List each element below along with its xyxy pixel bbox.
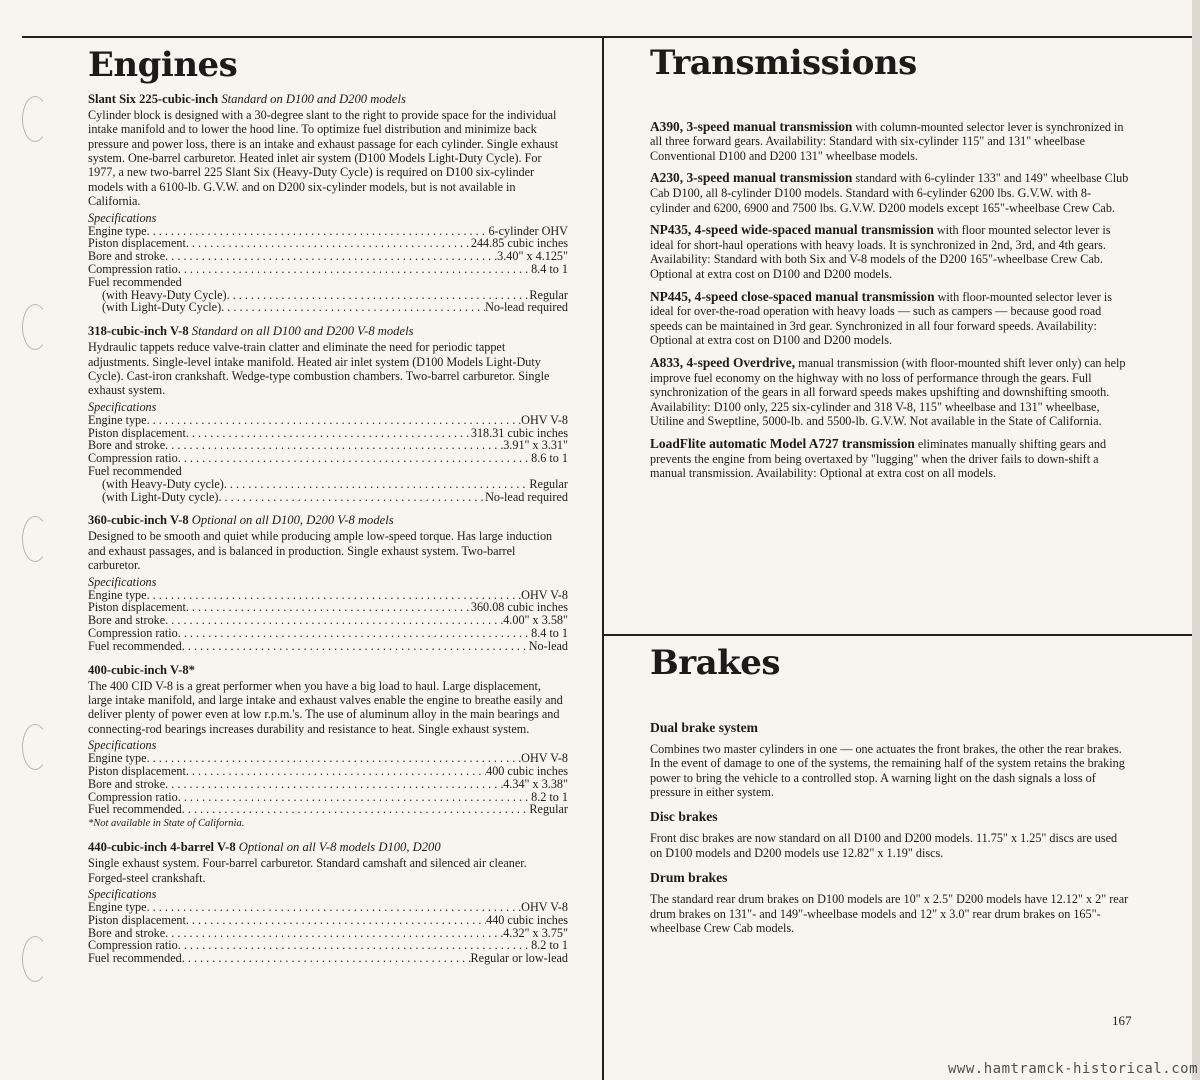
brake-heading: Dual brake system	[650, 719, 758, 735]
engines-column	[88, 45, 568, 966]
spec-value: 4.34" x 3.38"	[503, 776, 568, 791]
spec-list	[88, 901, 568, 965]
specifications-label: Specifications	[88, 210, 157, 225]
spec-value: 8.4 to 1	[531, 625, 568, 640]
spec-leader	[186, 427, 471, 440]
engine-availability: Optional on all D100, D200 V-8 models	[191, 513, 394, 528]
spec-label: Fuel recommended	[88, 274, 182, 289]
spec-value: 4.32" x 3.75"	[503, 925, 568, 940]
spec-value: 8.2 to 1	[531, 938, 568, 953]
spec-label: Compression ratio	[88, 261, 178, 276]
engine-section	[88, 513, 568, 652]
transmissions-column	[650, 43, 1130, 489]
spec-leader	[147, 901, 522, 914]
transmission-description: eliminates manually shifting gears and prevents the engine from being overtaxed by "lugging" when the driver fails to down-shift a manual transmission. Availability: Optional at extra cost on all models.	[650, 436, 1107, 481]
spec-label: Piston displacement	[88, 763, 186, 778]
footnote: *Not available in State of California.	[88, 818, 245, 830]
spec-label: Piston displacement	[88, 425, 186, 440]
transmission-item	[650, 356, 1130, 429]
spec-list	[88, 589, 568, 653]
spec-row	[88, 263, 568, 276]
watermark: www.hamtramck-historical.com	[948, 1061, 1199, 1077]
spec-value: 8.6 to 1	[531, 451, 568, 466]
spec-leader	[165, 927, 503, 940]
spec-label: (with Heavy-Duty cycle)	[102, 476, 224, 491]
spec-leader	[165, 778, 503, 791]
brakes-column	[650, 643, 1130, 945]
spec-label: Piston displacement	[88, 600, 186, 615]
brake-heading: Disc brakes	[650, 809, 718, 825]
spec-label: Piston displacement	[88, 912, 186, 927]
spec-label: Engine type	[88, 751, 147, 766]
spec-row	[88, 452, 568, 465]
spec-value: No-lead required	[485, 489, 568, 504]
brake-item	[650, 809, 1130, 860]
engine-sections	[88, 92, 568, 965]
spec-value: 440 cubic inches	[486, 912, 568, 927]
spec-value: OHV V-8	[521, 751, 568, 766]
spec-label: Fuel recommended	[88, 638, 182, 653]
spec-row	[88, 640, 568, 653]
transmission-description: manual transmission (with floor-mounted shift lever only) can help improve fuel economy on the highway with no loss of performance through the gears. Full synchronization of the gears in all forward speeds makes upshifting and downshifting smooth. Availability: D100 only, 225 six-cylinder and 318 V-8, 115" wheelbase and 131" wheelbase, Utiline and Sweptline, 5000-lb. and 5500-lb. G.V.W. Not available in the State of California.	[650, 356, 1126, 429]
spec-row	[88, 301, 568, 314]
spec-value: OHV V-8	[521, 899, 568, 914]
spec-leader	[147, 225, 489, 238]
spec-label: Compression ratio	[88, 938, 178, 953]
spec-value: No-lead required	[485, 300, 568, 315]
spec-value: Regular	[529, 802, 568, 817]
transmission-description: with column-mounted selector lever is synchronized in all three forward gears. Availability: Standard with six-cylinder 115" and 131" wheelbase Conventional D100 and D200 131" wheelbase models.	[650, 119, 1124, 163]
spec-label: Compression ratio	[88, 625, 178, 640]
specifications-label: Specifications	[88, 399, 157, 414]
spec-value: 6-cylinder OHV	[488, 223, 568, 238]
engine-heading	[88, 324, 568, 338]
spec-label: Engine type	[88, 587, 147, 602]
engine-section	[88, 663, 568, 831]
transmission-name: LoadFlite automatic Model A727 transmission	[650, 435, 915, 451]
transmission-list	[650, 120, 1130, 481]
spec-value: Regular	[529, 287, 568, 302]
binder-hole	[22, 304, 48, 350]
spec-label: Bore and stroke	[88, 438, 166, 453]
transmission-item	[650, 171, 1130, 215]
engine-availability: Standard on D100 and D200 models	[221, 91, 406, 106]
engine-section	[88, 324, 568, 503]
spec-value: 4.00" x 3.58"	[503, 613, 568, 628]
spec-value: 3.91" x 3.31"	[503, 438, 568, 453]
spec-list	[88, 752, 568, 816]
spec-leader	[147, 752, 522, 765]
spec-row	[88, 276, 568, 289]
spec-row	[88, 914, 568, 927]
engine-name: 400-cubic-inch V-8*	[88, 662, 195, 677]
spec-value: Regular	[529, 476, 568, 491]
transmission-name: NP445, 4-speed close-spaced manual transmission	[650, 288, 935, 304]
transmission-name: A230, 3-speed manual transmission	[650, 170, 853, 186]
spec-leader	[147, 589, 522, 602]
spec-value: OHV V-8	[521, 412, 568, 427]
spec-value: 244.85 cubic inches	[470, 236, 568, 251]
engine-availability: Optional on all V-8 models D100, D200	[238, 840, 441, 855]
binder-hole	[22, 724, 48, 770]
spec-label: Bore and stroke	[88, 249, 166, 264]
section-divider	[602, 634, 1198, 636]
spec-leader	[182, 640, 529, 653]
page-number: 167	[1112, 1013, 1132, 1028]
spec-row	[88, 465, 568, 478]
spec-leader	[165, 439, 503, 452]
transmission-item	[650, 223, 1130, 281]
specifications-label: Specifications	[88, 738, 157, 753]
binder-hole	[22, 96, 48, 142]
spec-label: Engine type	[88, 223, 147, 238]
spec-leader	[186, 914, 486, 927]
specifications-label: Specifications	[88, 574, 157, 589]
transmission-name: NP435, 4-speed wide-spaced manual transmission	[650, 222, 934, 238]
spec-leader	[186, 601, 471, 614]
spec-row	[88, 414, 568, 427]
transmission-description: standard with 6-cylinder 133" and 149" wheelbase Club Cab D100, all 8-cylinder D100 models. Standard with 6-cylinder 6200 lbs. G.V.W. with 8-cylinder and 6200, 6900 and 7500 lbs. G.V.W. D200 models except 165"-wheelbase Crew Cab.	[650, 171, 1129, 215]
column-divider	[602, 36, 604, 1080]
spec-list	[88, 225, 568, 315]
spec-value: 400 cubic inches	[486, 763, 568, 778]
spec-leader	[227, 289, 530, 302]
transmission-item	[650, 290, 1130, 348]
binder-hole	[22, 936, 48, 982]
spec-label: Fuel recommended	[88, 802, 182, 817]
spec-value: 318.31 cubic inches	[470, 425, 568, 440]
spec-row	[88, 491, 568, 504]
spec-row	[88, 250, 568, 263]
engine-description: Designed to be smooth and quiet while producing ample low-speed torque. Has large induction and exhaust passages, and is balanced in production. Single exhaust system. Two-barrel carburetor.	[88, 529, 553, 573]
engine-section	[88, 92, 568, 314]
spec-label: (with Heavy-Duty Cycle)	[102, 287, 227, 302]
top-rule	[22, 36, 1198, 38]
spec-value: 360.08 cubic inches	[470, 600, 568, 615]
engine-heading	[88, 92, 568, 106]
engine-description: The 400 CID V-8 is a great performer when you have a big load to haul. Large displacement, large intake manifold, and large intake and exhaust valves enable the engine to breathe easily and deliver plenty of power even at low r.p.m.'s. The use of aluminum alloy in the main bearings and connecting-rod bearings increases durability and resistance to heat. Single exhaust system.	[88, 678, 563, 736]
transmission-item	[650, 437, 1130, 481]
spec-leader	[165, 614, 503, 627]
spec-label: (with Light-Duty cycle)	[102, 489, 219, 504]
transmission-item	[650, 120, 1130, 164]
transmission-description: with floor mounted selector lever is ideal for short-haul operations with heavy loads. It is synchronized in 2nd, 3rd, and 4th gears. Availability: Standard with both Six and V-8 models of the D200 165"-wheelbase Crew Cab. Optional at extra cost on D100 and D200 models.	[650, 223, 1111, 282]
engine-description: Cylinder block is designed with a 30-degree slant to the right to provide space for the individual intake manifold and to lower the hood line. To optimize fuel distribution and minimize back pressure and power loss, there is an intake and exhaust passage for each cylinder. Single exhaust system. One-barrel carburetor. Heated inlet air system (D100 Models Light-Duty Cycle). For 1977, a new two-barrel 225 Slant Six (Heavy-Duty Cycle) is required on D100 six-cylinder models with a 6100-lb. G.V.W. and on D200 six-cylinder models, but is not available in California.	[88, 107, 559, 209]
brake-heading: Drum brakes	[650, 870, 728, 886]
spec-value: 8.2 to 1	[531, 789, 568, 804]
transmission-name: A833, 4-speed Overdrive,	[650, 355, 796, 370]
spec-value: 3.40" x 4.125"	[497, 249, 568, 264]
spec-row	[88, 614, 568, 627]
brake-list	[650, 720, 1130, 936]
spec-row	[88, 627, 568, 640]
spec-leader	[182, 952, 471, 965]
spec-row	[88, 765, 568, 778]
engines-heading: Engines	[88, 45, 238, 85]
spec-row	[88, 952, 568, 965]
spec-row	[88, 778, 568, 791]
spec-label: Bore and stroke	[88, 613, 166, 628]
spec-value: Regular or low-lead	[470, 951, 568, 966]
engine-name: Slant Six 225-cubic-inch	[88, 91, 219, 106]
transmissions-heading: Transmissions	[650, 43, 917, 83]
spec-value: 8.4 to 1	[531, 261, 568, 276]
engine-description: Single exhaust system. Four-barrel carburetor. Standard camshaft and silenced air cleaner. Forged-steel crankshaft.	[88, 856, 527, 885]
engine-heading	[88, 513, 568, 527]
spec-label: Engine type	[88, 412, 147, 427]
spec-leader	[178, 791, 531, 804]
spec-label: Bore and stroke	[88, 776, 166, 791]
spec-label: Bore and stroke	[88, 925, 166, 940]
spec-leader	[221, 301, 485, 314]
transmission-name: A390, 3-speed manual transmission	[650, 118, 853, 134]
spec-label: Fuel recommended	[88, 951, 182, 966]
engine-description: Hydraulic tappets reduce valve-train clatter and eliminate the need for periodic tappet adjustments. Single-level intake manifold. Heated air inlet system (D100 Models Light-Duty Cycle). Cast-iron crankshaft. Wedge-type combustion chambers. Two-barrel carburetor. Single exhaust system.	[88, 340, 550, 398]
brake-item	[650, 720, 1130, 800]
spec-leader	[178, 452, 531, 465]
spec-row	[88, 803, 568, 816]
spec-label: Fuel recommended	[88, 463, 182, 478]
brakes-heading: Brakes	[650, 643, 781, 683]
engine-heading	[88, 840, 568, 854]
brake-description: Combines two master cylinders in one — one actuates the front brakes, the other the rear brakes. In the event of damage to one of the systems, the remaining half of the system retains the braking power to bring the vehicle to a controlled stop. A warning light on the dash signals a loss of pressure in either system.	[650, 741, 1125, 799]
spec-leader	[165, 250, 497, 263]
spec-label: Compression ratio	[88, 789, 178, 804]
spec-leader	[178, 263, 531, 276]
spec-label: Compression ratio	[88, 451, 178, 466]
engine-name: 318-cubic-inch V-8	[88, 324, 189, 339]
spec-value: OHV V-8	[521, 587, 568, 602]
spec-value: No-lead	[528, 638, 568, 653]
spec-leader	[218, 491, 485, 504]
engine-name: 360-cubic-inch V-8	[88, 513, 189, 528]
spec-label: (with Light-Duty Cycle)	[102, 300, 222, 315]
page-edge	[1192, 0, 1200, 1080]
transmission-description: with floor-mounted selector lever is ideal for over-the-road operation with heavy loads — such as campers — because good road speeds can be maintained in 3rd gear. Synchronized in all four forward speeds. Availability: Optional at extra cost on D100 and D200 models.	[650, 289, 1113, 348]
brake-description: The standard rear drum brakes on D100 models are 10" x 2.5" D200 models have 12.12" x 2" rear drum brakes on 131"- and 149"-wheelbase models and 12" x 3.0" rear drum brakes on 165"-wheelbase Crew Cab models.	[650, 892, 1129, 935]
spec-leader	[178, 627, 531, 640]
spec-row	[88, 901, 568, 914]
spec-label: Engine type	[88, 899, 147, 914]
specifications-label: Specifications	[88, 886, 157, 901]
engine-heading	[88, 663, 568, 677]
spec-label: Piston displacement	[88, 236, 186, 251]
spec-leader	[186, 765, 486, 778]
spec-leader	[182, 803, 530, 816]
binder-hole	[22, 516, 48, 562]
brake-item	[650, 870, 1130, 935]
spec-row	[88, 478, 568, 491]
spec-leader	[224, 478, 530, 491]
engine-availability: Standard on all D100 and D200 V-8 models	[191, 324, 414, 339]
spec-leader	[186, 237, 471, 250]
brake-description: Front disc brakes are now standard on all D100 and D200 models. 11.75" x 1.25" discs are used on D100 models and D200 models use 12.82" x 1.19" discs.	[650, 831, 1118, 860]
spec-list	[88, 414, 568, 504]
engine-name: 440-cubic-inch 4-barrel V-8	[88, 840, 236, 855]
spec-leader	[147, 414, 522, 427]
engine-section	[88, 840, 568, 965]
